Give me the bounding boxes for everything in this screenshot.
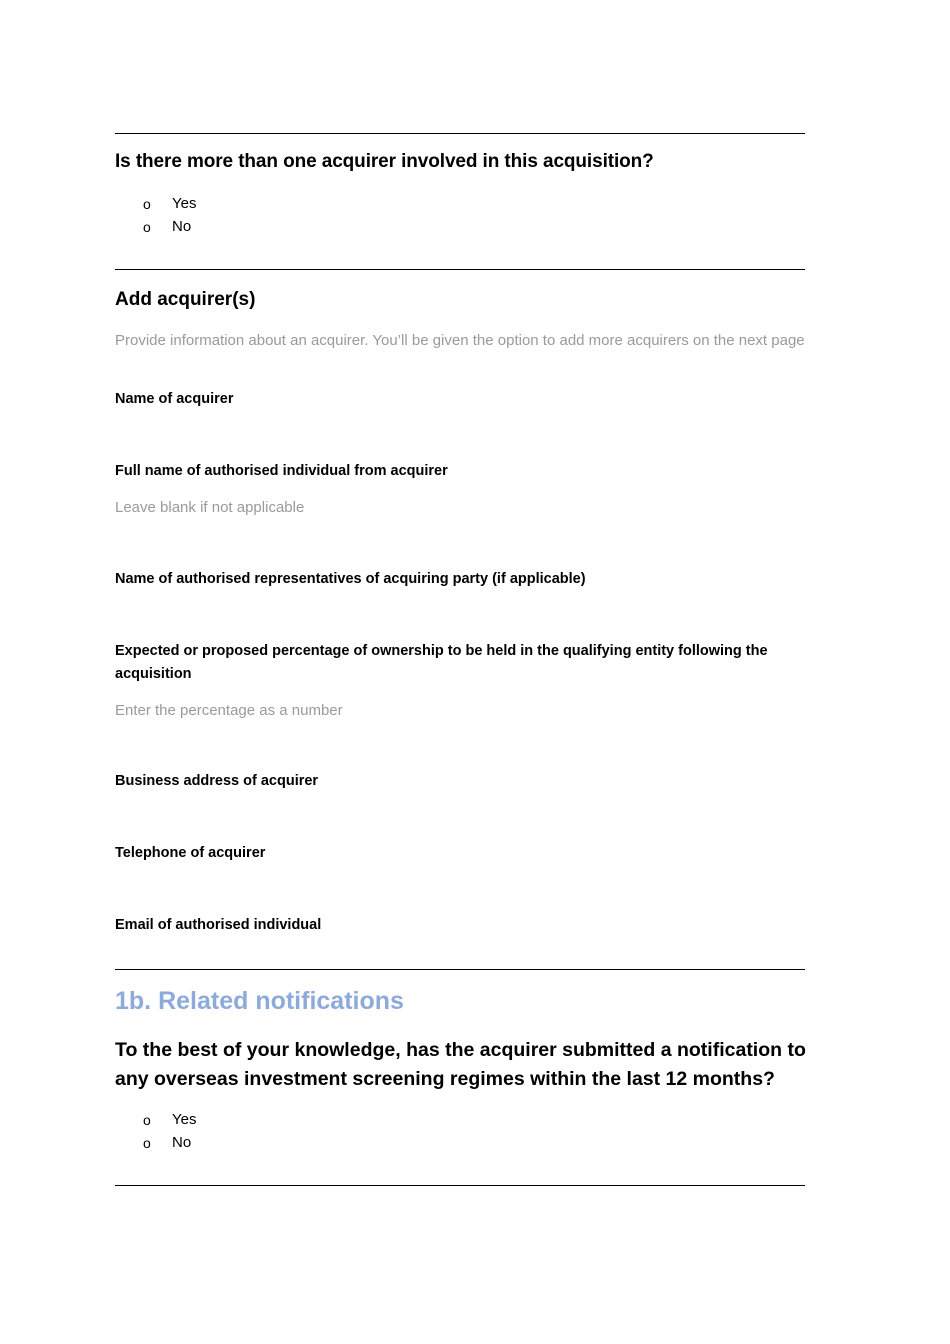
section-heading-related-notifications: 1b. Related notifications — [115, 987, 404, 1015]
radio-circle-icon: o — [143, 195, 151, 212]
option-label: Yes — [172, 195, 197, 212]
field-label-ownership-percentage: Expected or proposed percentage of ownership to be held in the qualifying entity following the acquisition — [115, 643, 768, 682]
radio-option-no[interactable] — [143, 1131, 191, 1154]
radio-circle-icon: o — [143, 218, 151, 235]
radio-circle-icon: o — [143, 1134, 151, 1151]
option-label: Yes — [172, 1111, 197, 1128]
radio-option-no[interactable] — [143, 215, 191, 238]
field-label-telephone: Telephone of acquirer — [115, 845, 266, 861]
option-label: No — [172, 1134, 192, 1151]
question-multiple-acquirers: Is there more than one acquirer involved in this acquisition? — [115, 151, 654, 172]
field-label-acquirer-name: Name of acquirer — [115, 391, 234, 407]
radio-circle-icon: o — [143, 1111, 151, 1128]
divider — [115, 1185, 805, 1186]
radio-option-yes[interactable] — [143, 192, 196, 215]
divider — [115, 969, 805, 970]
option-label: No — [172, 218, 192, 235]
field-label-email: Email of authorised individual — [115, 917, 322, 933]
add-acquirers-hint: Provide information about an acquirer. You’ll be given the option to add more acquirers on the next page — [115, 332, 805, 349]
field-label-business-address: Business address of acquirer — [115, 773, 319, 789]
divider — [115, 133, 805, 134]
ownership-percentage-hint: Enter the percentage as a number — [115, 702, 343, 719]
field-label-representatives: Name of authorised representatives of acquiring party (if applicable) — [115, 571, 586, 587]
question-overseas-notification: To the best of your knowledge, has the acquirer submitted a notification to any overseas investment screening regimes within the last 12 months? — [115, 1039, 806, 1090]
authorised-individual-hint: Leave blank if not applicable — [115, 499, 305, 516]
field-label-authorised-individual: Full name of authorised individual from acquirer — [115, 463, 448, 479]
radio-option-yes[interactable] — [143, 1108, 196, 1131]
divider — [115, 269, 805, 270]
section-title-add-acquirers: Add acquirer(s) — [115, 289, 256, 310]
